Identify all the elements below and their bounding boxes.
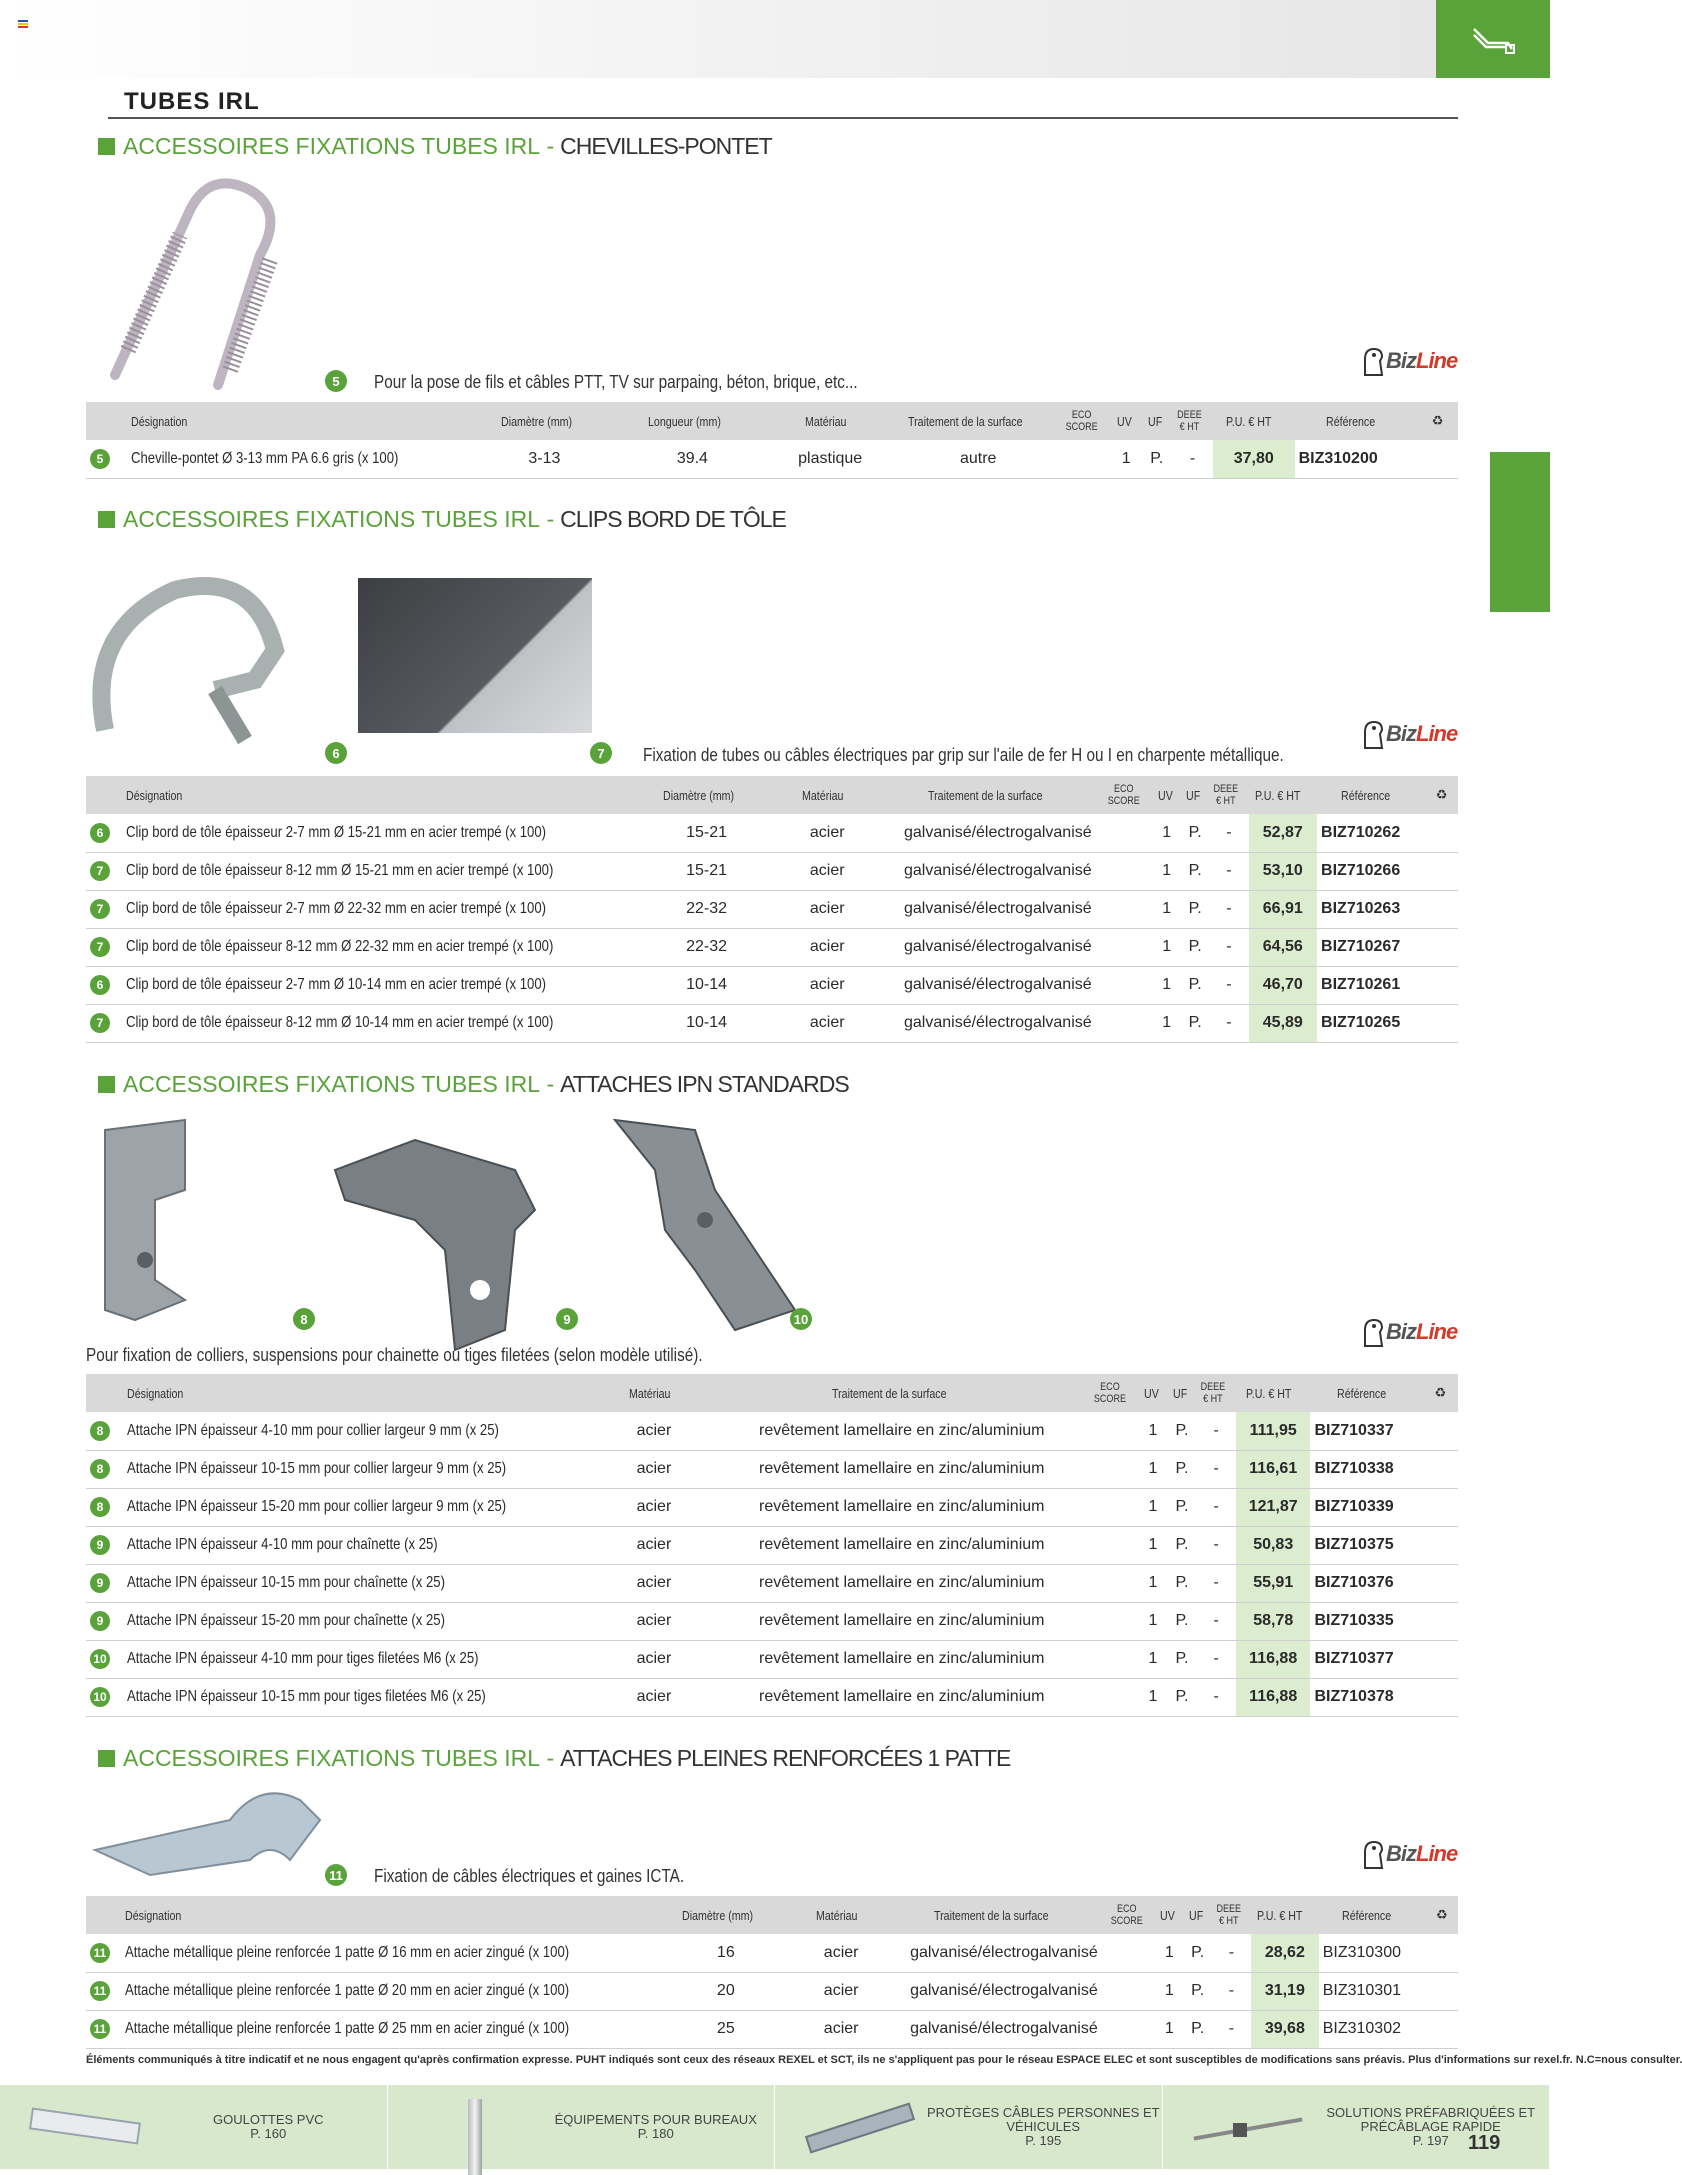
cell-ref: BIZ710337	[1310, 1412, 1422, 1450]
related-goulottes[interactable]: GOULOTTES PVC P. 160	[0, 2085, 388, 2169]
cell-uv: 1	[1152, 890, 1181, 928]
designation: Attache IPN épaisseur 15-20 mm pour collier largeur 9 mm (x 25)	[127, 1498, 507, 1515]
table-row	[86, 814, 1458, 852]
row-badge: 7	[90, 899, 110, 919]
cell-price: 116,61	[1236, 1450, 1311, 1488]
cell-c1: acier	[594, 1488, 715, 1526]
cell-deee: -	[1196, 1450, 1236, 1488]
cell-c3: galvanisé/électrogalvanisé	[902, 1934, 1107, 1972]
designation: Clip bord de tôle épaisseur 2-7 mm Ø 10-14 mm en acier trempé (x 100)	[125, 976, 546, 993]
goulotte-thumb	[20, 2097, 150, 2157]
cell-uv: 1	[1155, 1972, 1183, 2010]
cell-c2: revêtement lamellaire en zinc/aluminium	[714, 1488, 1089, 1526]
cell-price: 64,56	[1249, 928, 1318, 966]
cell-deee: -	[1209, 890, 1248, 928]
cell-c3: galvanisé/électrogalvanisé	[902, 2010, 1107, 2048]
cell-price: 116,88	[1236, 1640, 1311, 1678]
recycle-icon: ♻	[1417, 402, 1458, 440]
designation: Clip bord de tôle épaisseur 8-12 mm Ø 15-21 mm en acier trempé (x 100)	[125, 862, 553, 879]
cell-price: 52,87	[1249, 814, 1318, 852]
mascot-icon	[1360, 345, 1386, 377]
cell-uv: 1	[1138, 1450, 1167, 1488]
cell-c1: 22-32	[651, 890, 762, 928]
cell-ref: BIZ710376	[1310, 1564, 1422, 1602]
cell-c2: revêtement lamellaire en zinc/aluminium	[714, 1412, 1089, 1450]
cell-c1: acier	[594, 1602, 715, 1640]
cell-c1: 10-14	[651, 1004, 762, 1042]
cell-c1: acier	[594, 1450, 715, 1488]
related-proteges[interactable]: PROTÈGES CÂBLES PERSONNES ET VÉHICULES P. 195	[775, 2085, 1163, 2169]
cell-deee: -	[1196, 1488, 1236, 1526]
cell-deee: -	[1196, 1678, 1236, 1716]
cell-deee: -	[1212, 1934, 1251, 1972]
attaches-ipn-image	[95, 1110, 795, 1330]
cell-c1: 10-14	[651, 966, 762, 1004]
mascot-icon	[1360, 1838, 1386, 1870]
row-badge: 7	[90, 1013, 110, 1033]
related-products-bar	[0, 2085, 1550, 2169]
cell-deee: -	[1209, 928, 1248, 966]
cell-c3: galvanisé/électrogalvanisé	[892, 966, 1103, 1004]
cell-c2: acier	[762, 1004, 892, 1042]
cell-price: 121,87	[1236, 1488, 1311, 1526]
table-ipn	[86, 1374, 1458, 1717]
row-badge: 8	[90, 1459, 110, 1479]
cell-deee: -	[1212, 2010, 1251, 2048]
section-title-pleines: ACCESSOIRES FIXATIONS TUBES IRL - ATTACHES PLEINES RENFORCÉES 1 PATTE	[98, 1745, 1010, 1772]
row-badge: 9	[90, 1611, 110, 1631]
table-row	[86, 1412, 1458, 1450]
designation: Attache IPN épaisseur 4-10 mm pour tiges filetées M6 (x 25)	[127, 1650, 479, 1667]
cell-uv: 1	[1138, 1640, 1167, 1678]
cell-uv: 1	[1138, 1678, 1167, 1716]
cell-uf: P.	[1184, 1972, 1212, 2010]
cell-price: 53,10	[1249, 852, 1318, 890]
cell-c3: galvanisé/électrogalvanisé	[892, 852, 1103, 890]
table-row	[86, 1602, 1458, 1640]
bizline-logo: BizLine	[1360, 345, 1457, 377]
cell-ref: BIZ710266	[1317, 852, 1425, 890]
cell-c1: acier	[594, 1564, 715, 1602]
cell-ref: BIZ710339	[1310, 1488, 1422, 1526]
table-header: Désignation Diamètre (mm) Matériau Traitement de la surface ECO SCORE UV UF DEEE € HT P.U. € HT Référence ♻	[86, 1896, 1458, 1934]
cell-deee: -	[1196, 1640, 1236, 1678]
cell-uf: P.	[1181, 928, 1209, 966]
row-badge: 11	[90, 2019, 110, 2039]
cell-ref: BIZ710262	[1317, 814, 1425, 852]
table-row	[86, 1004, 1458, 1042]
cell-c2: acier	[762, 852, 892, 890]
cell-deee: -	[1212, 1972, 1251, 2010]
cell-c2: acier	[781, 1972, 902, 2010]
solutions-thumb	[1183, 2097, 1313, 2157]
cell-uf: P.	[1168, 1602, 1197, 1640]
cell-ref: BIZ710375	[1310, 1526, 1422, 1564]
bizline-logo: BizLine	[1360, 1838, 1457, 1870]
cell-uf: P.	[1168, 1412, 1197, 1450]
designation: Attache IPN épaisseur 4-10 mm pour chaînette (x 25)	[127, 1536, 438, 1553]
cell-price: 66,91	[1249, 890, 1318, 928]
cell-c1: acier	[594, 1640, 715, 1678]
cable-duct-icon	[1468, 21, 1518, 57]
table-row	[86, 1972, 1458, 2010]
badge-6: 6	[325, 742, 347, 764]
recycle-icon: ♻	[1425, 776, 1458, 814]
cell-c1: 22-32	[651, 928, 762, 966]
cell-uf: P.	[1181, 966, 1209, 1004]
clip-bord-image	[95, 570, 315, 750]
flag-icon	[18, 20, 28, 28]
row-badge: 6	[90, 823, 110, 843]
cell-c2: revêtement lamellaire en zinc/aluminium	[714, 1678, 1089, 1716]
cell-ref: BIZ710338	[1310, 1450, 1422, 1488]
cell-uv: 1	[1155, 2010, 1183, 2048]
related-solutions[interactable]: SOLUTIONS PRÉFABRIQUÉES ET PRÉCÂBLAGE RAPIDE P. 197	[1163, 2085, 1551, 2169]
table-row	[86, 1934, 1458, 1972]
cell-c2: revêtement lamellaire en zinc/aluminium	[714, 1450, 1089, 1488]
mascot-icon	[1360, 718, 1386, 750]
cell-c1: acier	[594, 1678, 715, 1716]
designation: Attache IPN épaisseur 4-10 mm pour collier largeur 9 mm (x 25)	[127, 1421, 500, 1439]
cell-c2: revêtement lamellaire en zinc/aluminium	[714, 1526, 1089, 1564]
cell-price: 111,95	[1236, 1412, 1311, 1450]
page-number: 119	[1468, 2132, 1501, 2154]
row-badge: 10	[90, 1649, 110, 1669]
cell-uf: P.	[1181, 890, 1209, 928]
table-chevilles	[86, 402, 1458, 479]
designation: Clip bord de tôle épaisseur 2-7 mm Ø 22-32 mm en acier trempé (x 100)	[125, 900, 546, 917]
table-clips	[86, 776, 1458, 1043]
designation: Clip bord de tôle épaisseur 8-12 mm Ø 22-32 mm en acier trempé (x 100)	[125, 938, 553, 955]
cell-ref: BIZ710265	[1317, 1004, 1425, 1042]
cell-deee: -	[1209, 852, 1248, 890]
designation: Attache métallique pleine renforcée 1 patte Ø 20 mm en acier zingué (x 100)	[125, 1982, 570, 1999]
cell-price: 58,78	[1236, 1602, 1311, 1640]
bizline-logo: BizLine	[1360, 1316, 1457, 1348]
table-pleines	[86, 1896, 1458, 2049]
protege-thumb	[795, 2097, 925, 2157]
cell-deee: -	[1196, 1412, 1236, 1450]
cell-uv: 1	[1138, 1564, 1167, 1602]
bizline-logo: BizLine	[1360, 718, 1457, 750]
cell-ref: BIZ310302	[1319, 2010, 1426, 2048]
cell-ref: BIZ310301	[1319, 1972, 1426, 2010]
title-rule	[108, 117, 1458, 119]
cell-ref: BIZ710267	[1317, 928, 1425, 966]
cell-c2: acier	[762, 966, 892, 1004]
cheville-pontet-image	[100, 170, 310, 390]
cell-c2: revêtement lamellaire en zinc/aluminium	[714, 1602, 1089, 1640]
cell-uv: 1	[1152, 814, 1181, 852]
cell-c1: 16	[671, 1934, 781, 1972]
cell-c3: galvanisé/électrogalvanisé	[892, 814, 1103, 852]
cell-ref: BIZ710335	[1310, 1602, 1422, 1640]
table-row	[86, 928, 1458, 966]
table-row	[86, 1678, 1458, 1716]
cell-c3: galvanisé/électrogalvanisé	[902, 1972, 1107, 2010]
table-header: Désignation Matériau Traitement de la surface ECO SCORE UV UF DEEE € HT P.U. € HT Référence ♻	[86, 1374, 1458, 1412]
cell-uv: 1	[1138, 1602, 1167, 1640]
row-badge: 6	[90, 975, 110, 995]
table-header: Désignation Diamètre (mm) Longueur (mm) Matériau Traitement de la surface ECO SCORE UV UF DEEE € HT P.U. € HT Référence ♻	[86, 402, 1458, 440]
cell-uv: 1	[1138, 1488, 1167, 1526]
row-badge: 10	[90, 1687, 110, 1707]
cell-ref: BIZ310300	[1319, 1934, 1426, 1972]
cell-uf: P.	[1168, 1678, 1197, 1716]
table-row	[86, 890, 1458, 928]
cell-uv: 1	[1152, 966, 1181, 1004]
badge-9: 9	[556, 1308, 578, 1330]
cell-c2: acier	[762, 890, 892, 928]
cell-uf: P.	[1168, 1564, 1197, 1602]
clip-photo-image	[358, 578, 592, 733]
cell-deee: -	[1209, 814, 1248, 852]
cell-uv: 1	[1155, 1934, 1183, 1972]
cell-c3: galvanisé/électrogalvanisé	[892, 928, 1103, 966]
recycle-icon: ♻	[1423, 1374, 1458, 1412]
recycle-icon: ♻	[1426, 1896, 1458, 1934]
cell-deee: -	[1196, 1526, 1236, 1564]
row-badge: 9	[90, 1535, 110, 1555]
colonne-thumb	[408, 2097, 538, 2157]
table-header: Désignation Diamètre (mm) Matériau Traitement de la surface ECO SCORE UV UF DEEE € HT P.U. € HT Référence ♻	[86, 776, 1458, 814]
corner-tab	[1436, 0, 1550, 78]
cell-price: 50,83	[1236, 1526, 1311, 1564]
designation: Attache IPN épaisseur 10-15 mm pour chaînette (x 25)	[127, 1574, 446, 1591]
designation: Clip bord de tôle épaisseur 2-7 mm Ø 15-21 mm en acier trempé (x 100)	[125, 823, 546, 841]
cell-c1: 15-21	[651, 852, 762, 890]
cell-c2: acier	[781, 1934, 902, 1972]
cell-price: 39,68	[1251, 2010, 1319, 2048]
cell-uf: P.	[1181, 1004, 1209, 1042]
designation: Attache IPN épaisseur 15-20 mm pour chaînette (x 25)	[127, 1612, 446, 1629]
badge-5: 5	[325, 370, 347, 392]
cell-uf: P.	[1168, 1640, 1197, 1678]
cell-c2: revêtement lamellaire en zinc/aluminium	[714, 1564, 1089, 1602]
table-row: 5 Cheville-pontet Ø 3-13 mm PA 6.6 gris (x 100) 3-13 39.4 plastique autre 1 P. - 37,80 BIZ310200	[86, 440, 1458, 478]
cell-ref: BIZ710263	[1317, 890, 1425, 928]
designation: Attache IPN épaisseur 10-15 mm pour collier largeur 9 mm (x 25)	[127, 1460, 507, 1477]
cell-uf: P.	[1181, 814, 1209, 852]
row-badge: 9	[90, 1573, 110, 1593]
row-badge: 8	[90, 1497, 110, 1517]
cell-ref: BIZ710261	[1317, 966, 1425, 1004]
cell-price: 45,89	[1249, 1004, 1318, 1042]
cell-c2: acier	[762, 928, 892, 966]
cell-uv: 1	[1152, 928, 1181, 966]
designation: Attache métallique pleine renforcée 1 patte Ø 16 mm en acier zingué (x 100)	[125, 1943, 570, 1961]
table-row	[86, 852, 1458, 890]
attache-pleine-image	[90, 1780, 330, 1880]
cell-ref: BIZ710377	[1310, 1640, 1422, 1678]
section-title-clips: ACCESSOIRES FIXATIONS TUBES IRL - CLIPS BORD DE TÔLE	[98, 506, 786, 533]
cell-uv: 1	[1138, 1526, 1167, 1564]
cell-uv: 1	[1152, 1004, 1181, 1042]
cell-c1: acier	[594, 1526, 715, 1564]
section-desc-ipn: Pour fixation de colliers, suspensions pour chainette ou tiges filetées (selon modèle utilisé).	[86, 1345, 703, 1365]
designation: Attache métallique pleine renforcée 1 patte Ø 25 mm en acier zingué (x 100)	[125, 2020, 570, 2037]
cell-c1: 15-21	[651, 814, 762, 852]
table-row	[86, 1640, 1458, 1678]
table-row	[86, 1564, 1458, 1602]
cell-deee: -	[1196, 1602, 1236, 1640]
mascot-icon	[1360, 1316, 1386, 1348]
cell-c1: 25	[671, 2010, 781, 2048]
section-desc-clips: Fixation de tubes ou câbles électriques par grip sur l'aile de fer H ou I en charpente métallique.	[643, 745, 1284, 765]
cell-uv: 1	[1152, 852, 1181, 890]
cell-c2: acier	[781, 2010, 902, 2048]
badge-7: 7	[590, 742, 612, 764]
side-tab	[1490, 452, 1550, 612]
row-badge: 11	[90, 1943, 110, 1963]
row-badge: 11	[90, 1981, 110, 2001]
cell-price: 46,70	[1249, 966, 1318, 1004]
cell-c1: 20	[671, 1972, 781, 2010]
related-equipements[interactable]: ÉQUIPEMENTS POUR BUREAUX P. 180	[388, 2085, 776, 2169]
top-banner	[0, 0, 1440, 78]
badge-11: 11	[325, 1864, 347, 1886]
cell-c2: acier	[762, 814, 892, 852]
cell-deee: -	[1196, 1564, 1236, 1602]
page-title: TUBES IRL	[124, 88, 260, 115]
cell-uf: P.	[1181, 852, 1209, 890]
row-badge: 7	[90, 937, 110, 957]
cell-price: 116,88	[1236, 1678, 1311, 1716]
badge-8: 8	[293, 1308, 315, 1330]
cell-ref: BIZ710378	[1310, 1678, 1422, 1716]
section-desc-pleines: Fixation de câbles électriques et gaines ICTA.	[374, 1866, 685, 1886]
footnote: Éléments communiqués à titre indicatif et ne nous engagent qu'après confirmation expresse. PUHT indiqués sont ceux des réseaux REXEL et SCT, ils ne s'appliquent pas pour le réseau ESPACE ELEC et sont susceptibles de modifications sans préavis. Plus d'informations sur rexel.fr. N.C=nous consulter.	[86, 2054, 1682, 2066]
cell-uf: P.	[1168, 1450, 1197, 1488]
cell-deee: -	[1209, 1004, 1248, 1042]
cell-price: 28,62	[1251, 1934, 1319, 1972]
row-badge: 8	[90, 1421, 110, 1441]
table-row	[86, 1488, 1458, 1526]
cell-c2: revêtement lamellaire en zinc/aluminium	[714, 1640, 1089, 1678]
cell-price: 31,19	[1251, 1972, 1319, 2010]
cell-uf: P.	[1168, 1526, 1197, 1564]
table-row	[86, 966, 1458, 1004]
cell-c1: acier	[594, 1412, 715, 1450]
section-title-ipn: ACCESSOIRES FIXATIONS TUBES IRL - ATTACHES IPN STANDARDS	[98, 1071, 849, 1098]
table-row	[86, 1526, 1458, 1564]
badge-10: 10	[790, 1308, 812, 1330]
cell-uf: P.	[1168, 1488, 1197, 1526]
section-desc-chevilles: Pour la pose de fils et câbles PTT, TV sur parpaing, béton, brique, etc...	[374, 372, 858, 392]
cell-uv: 1	[1138, 1412, 1167, 1450]
cell-uf: P.	[1184, 2010, 1212, 2048]
designation: Clip bord de tôle épaisseur 8-12 mm Ø 10-14 mm en acier trempé (x 100)	[125, 1014, 553, 1031]
table-row	[86, 2010, 1458, 2048]
cell-uf: P.	[1184, 1934, 1212, 1972]
cell-deee: -	[1209, 966, 1248, 1004]
cell-c3: galvanisé/électrogalvanisé	[892, 890, 1103, 928]
table-row	[86, 1450, 1458, 1488]
cell-c3: galvanisé/électrogalvanisé	[892, 1004, 1103, 1042]
section-title-chevilles: ACCESSOIRES FIXATIONS TUBES IRL - CHEVILLES-PONTET	[98, 133, 772, 160]
cell-price: 55,91	[1236, 1564, 1311, 1602]
designation: Attache IPN épaisseur 10-15 mm pour tiges filetées M6 (x 25)	[127, 1688, 486, 1705]
row-badge: 7	[90, 861, 110, 881]
